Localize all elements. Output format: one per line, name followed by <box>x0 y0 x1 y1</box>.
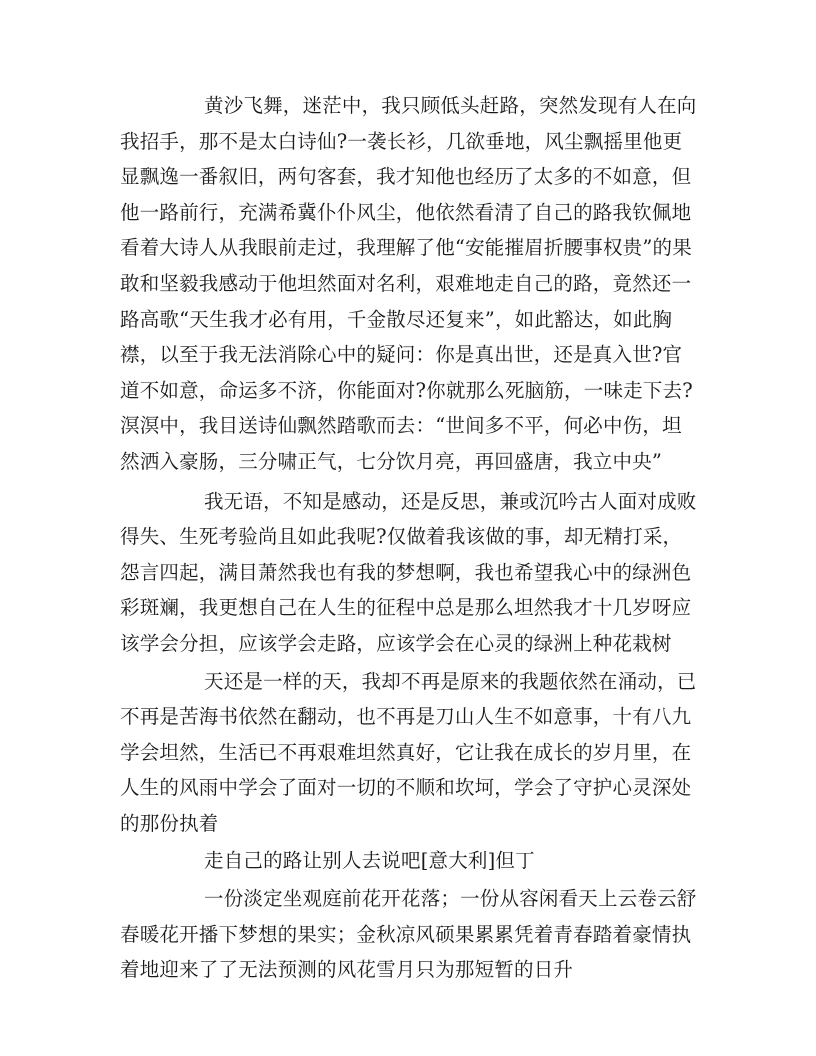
paragraph-2: 我无语，不知是感动，还是反思，兼或沉吟古人面对成败得失、生死考验尚且如此我呢?仅做着我该做的事，却无精打采，怨言四起，满目萧然我也有我的梦想啊，我也希望我心中的绿洲色彩斑斓，我更想自己在人生的征程中总是那么坦然我才十几岁呀应该学会分担，应该学会走路，应该学会在心灵的绿洲上种花栽树 <box>120 489 697 655</box>
paragraph-4-quote: 走自己的路让别人去说吧[意大利]但丁 <box>204 849 535 873</box>
paragraph-3: 天还是一样的天，我却不再是原来的我题依然在涌动，已不再是苦海书依然在翻动，也不再是刀山人生不如意事，十有八九学会坦然，生活已不再艰难坦然真好，它让我在成长的岁月里，在人生的风雨中学会了面对一切的不顺和坎坷，学会了守护心灵深处的那份执着 <box>120 669 697 835</box>
document-page <box>120 88 700 988</box>
paragraph-1: 黄沙飞舞，迷茫中，我只顾低头赶路，突然发现有人在向我招手，那不是太白诗仙?一袭长衫，几欲垂地，风尘飘摇里他更显飘逸一番叙旧，两句客套，我才知他也经历了太多的不如意，但他一路前行，充满希冀仆仆风尘，他依然看清了自己的路我钦佩地看着大诗人从我眼前走过，我理解了他“安能摧眉折腰事权贵”的果敢和坚毅我感动于他坦然面对名利，艰难地走自己的路，竟然还一路高歌“天生我才必有用，千金散尽还复来”，如此豁达，如此胸襟，以至于我无法消除心中的疑问：你是真出世，还是真入世?官道不如意，命运多不济，你能面对?你就那么死脑筋，一味走下去?溟溟中，我目送诗仙飘然踏歌而去：“世间多不平，何必中伤，坦然洒入豪肠，三分啸正气，七分饮月亮，再回盛唐，我立中央” <box>120 94 697 473</box>
paragraph-5: 一份淡定坐观庭前花开花落；一份从容闲看天上云卷云舒春暖花开播下梦想的果实；金秋凉风硕果累累凭着青春踏着豪情执着地迎来了了无法预测的风花雪月只为那短暂的日升 <box>120 887 697 982</box>
